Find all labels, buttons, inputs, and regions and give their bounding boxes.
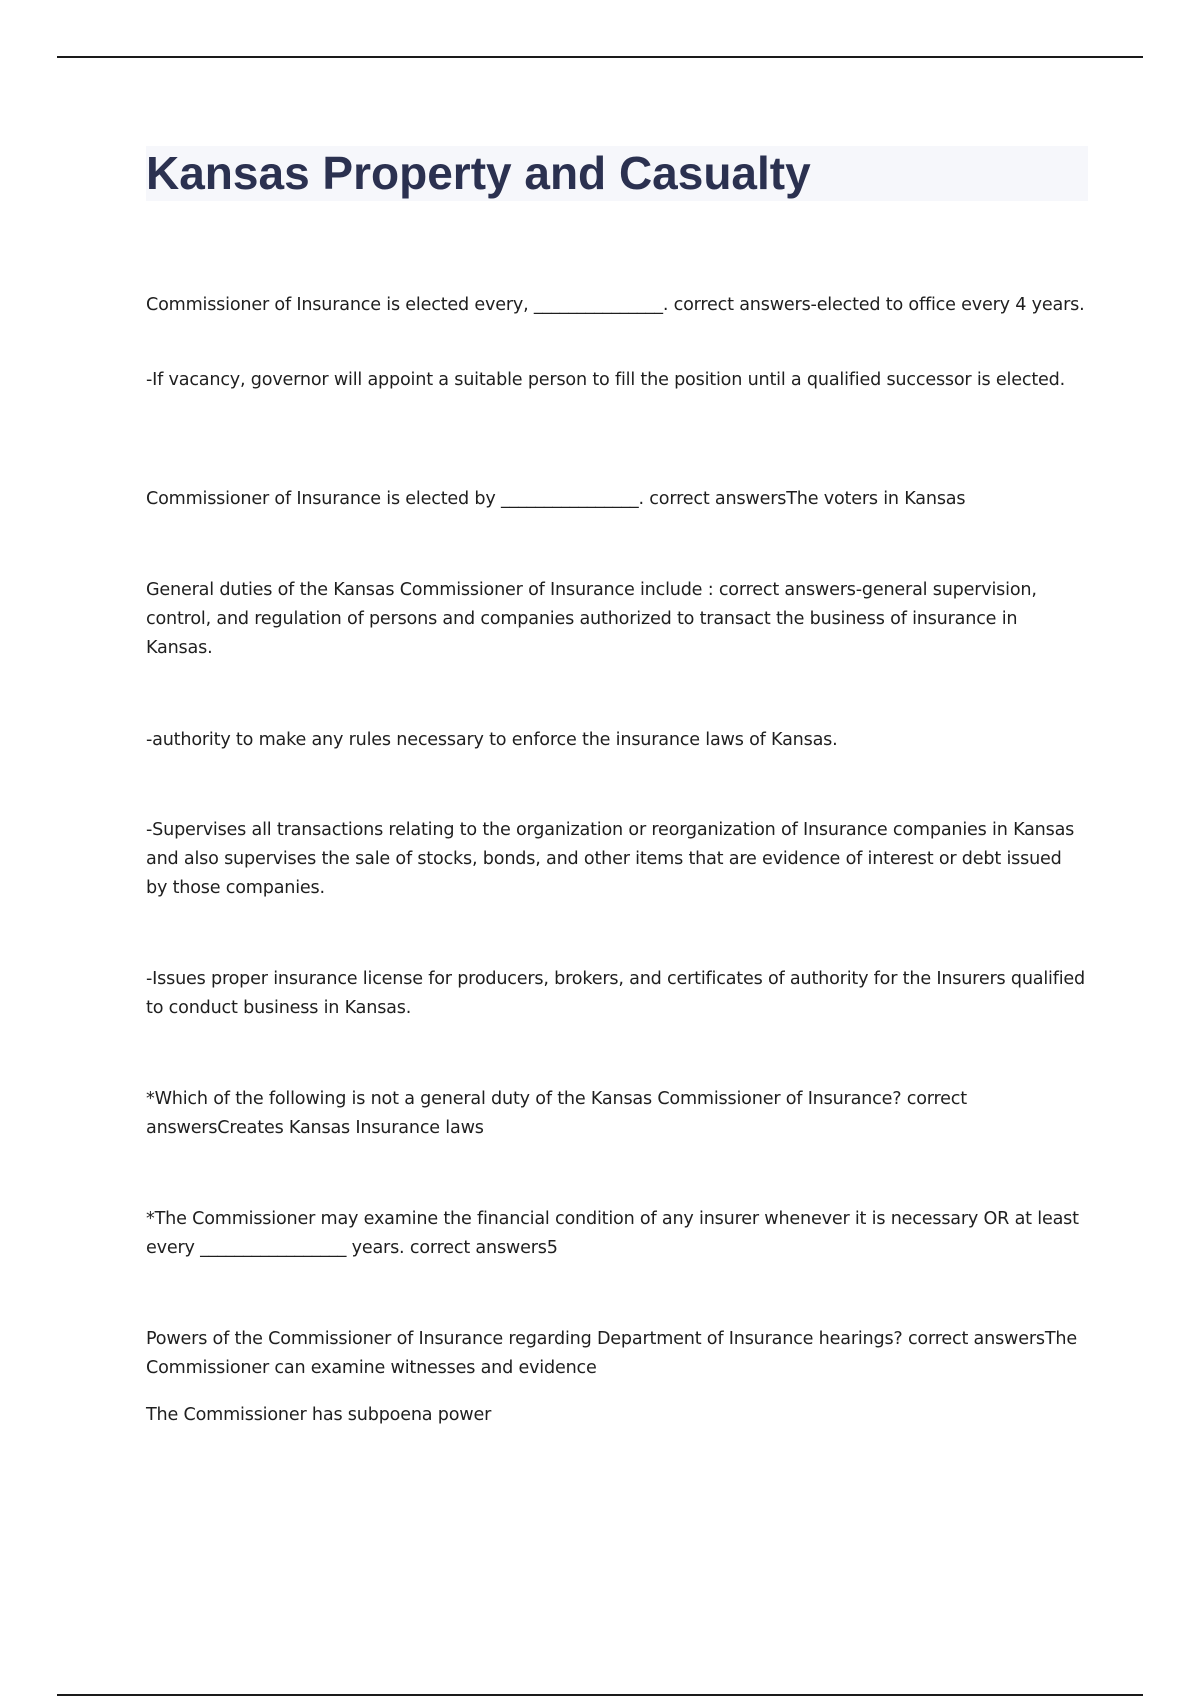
paragraph-issues-license: -Issues proper insurance license for producers, brokers, and certificates of authority for the Insurers qualified to conduct business in Kansas.: [146, 969, 1085, 1018]
paragraph-subpoena-power: The Commissioner has subpoena power: [146, 1405, 492, 1425]
paragraph-general-duties: General duties of the Kansas Commissioner of Insurance include : correct answers-general supervision, control, and regulation of persons and companies authorized to transact the business of insurance in Kansas.: [146, 580, 1037, 658]
paragraph-not-general-duty: *Which of the following is not a general duty of the Kansas Commissioner of Insurance? correct answersCreates Kansas Insurance laws: [146, 1089, 967, 1138]
paragraph-elected-by: Commissioner of Insurance is elected by ________________. correct answersThe voters in Kansas: [146, 489, 966, 509]
document-title: Kansas Property and Casualty: [146, 147, 811, 199]
paragraph-hearing-powers: Powers of the Commissioner of Insurance regarding Department of Insurance hearings? correct answersThe Commissioner can examine witnesses and evidence: [146, 1329, 1077, 1378]
bottom-divider: [57, 1694, 1143, 1696]
paragraph-supervises-transactions: -Supervises all transactions relating to the organization or reorganization of Insurance companies in Kansas and also supervises the sale of stocks, bonds, and other items that are evidence of interest or debt issued by those companies.: [146, 820, 1075, 898]
paragraph-authority-rules: -authority to make any rules necessary to enforce the insurance laws of Kansas.: [146, 730, 838, 750]
paragraph-examine-financial: *The Commissioner may examine the financial condition of any insurer whenever it is necessary OR at least every _________________ years. correct answers5: [146, 1209, 1079, 1258]
top-divider: [57, 56, 1143, 58]
paragraph-vacancy: -If vacancy, governor will appoint a suitable person to fill the position until a qualified successor is elected.: [146, 370, 1066, 390]
paragraph-elected-every: Commissioner of Insurance is elected every, _______________. correct answers-elected to office every 4 years.: [146, 295, 1085, 315]
